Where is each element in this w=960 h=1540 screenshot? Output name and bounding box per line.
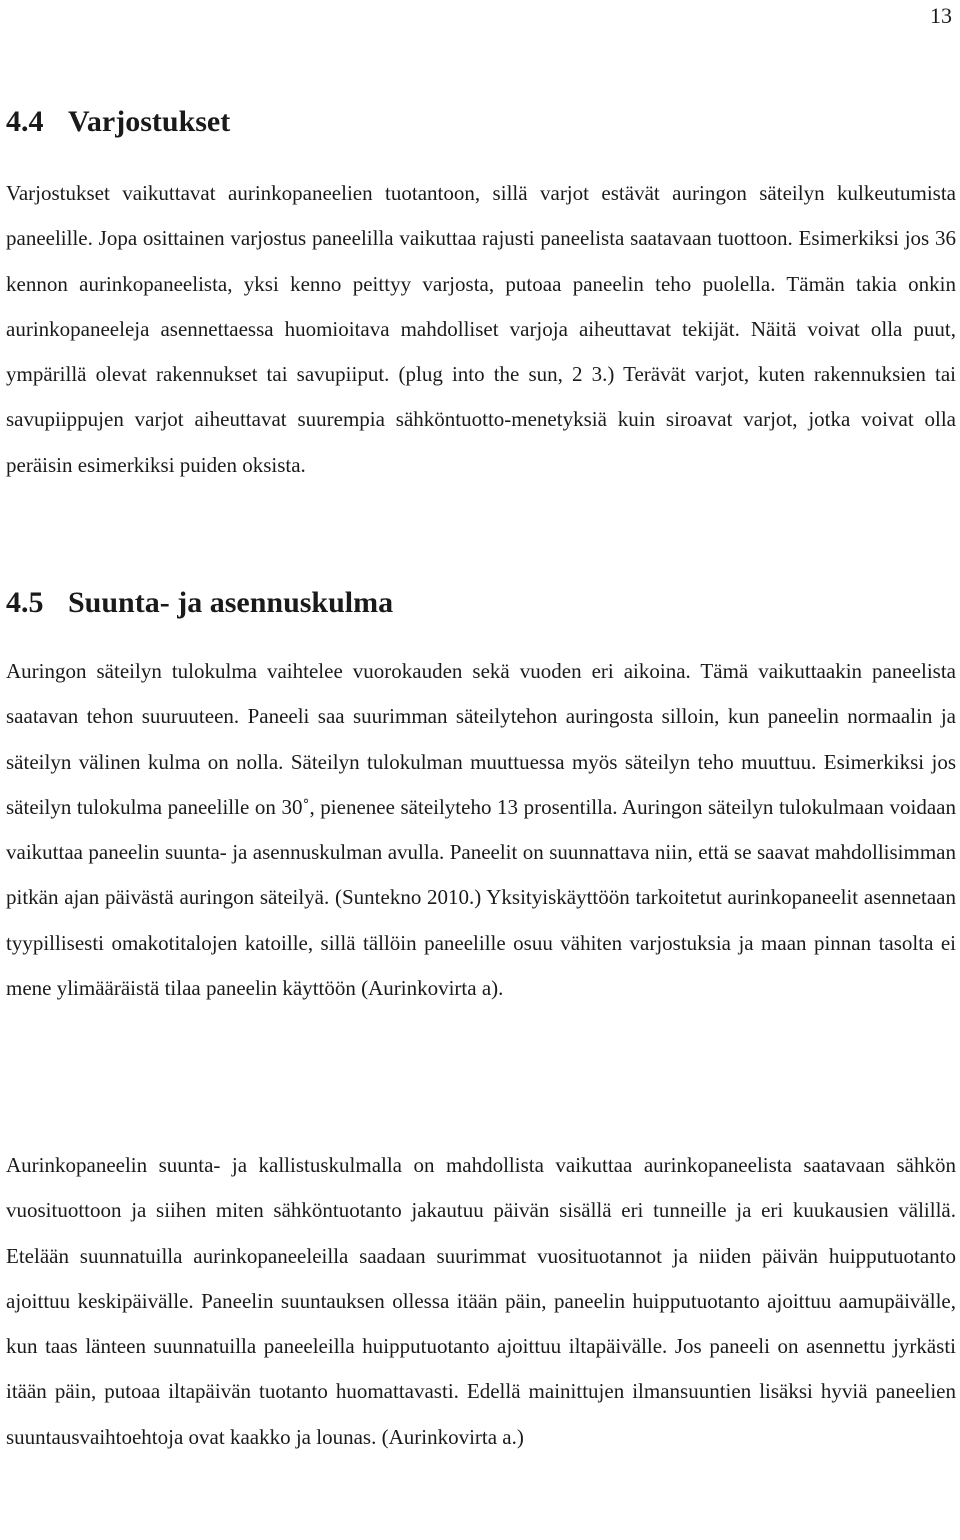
paragraph-angle: Auringon säteilyn tulokulma vaihtelee vuorokauden sekä vuoden eri aikoina. Tämä vaikuttaakin paneelista saatavan tehon suuruuteen. Paneeli saa suurimman säteilytehon auringosta silloin, kun paneelin normaalin ja säteilyn välinen kulma on nolla. Säteilyn tulokulman muuttuessa myös säteilyn teho muuttuu. Esimerkiksi jos säteilyn tulokulma paneelille on 30˚, pienenee säteilyteho 13 prosentilla. Auringon säteilyn tulokulmaan voidaan vaikuttaa paneelin suunta- ja asennuskulman avulla. Paneelit on suunnattava niin, että se saavat mahdollisimman pitkän ajan päivästä auringon säteilyä. (Suntekno 2010.) Yksityiskäyttöön tarkoitetut aurinkopaneelit asennetaan tyypillisesti omakotitalojen katoille, sillä tällöin paneelille osuu vähiten varjostuksia ja maan pinnan tasolta ei mene ylimääräistä tilaa paneelin käyttöön (Aurinkovirta a). (6, 659, 956, 1001)
section-heading-4-5 (6, 585, 393, 621)
section-number: 4.4 (6, 105, 44, 138)
section-title: Suunta- ja asennuskulma (68, 586, 394, 619)
section-number: 4.5 (6, 586, 44, 619)
paragraph-orientation: Aurinkopaneelin suunta- ja kallistuskulmalla on mahdollista vaikuttaa aurinkopaneelista saatavaan sähkön vuosituottoon ja siihen miten sähköntuotanto jakautuu päivän sisällä eri tunneille ja eri kuukausien välillä. Etelään suunnatuilla aurinkopaneeleilla saadaan suurimmat vuosituotannot ja niiden päivän huipputuotanto ajoittuu keskipäivälle. Paneelin suuntauksen ollessa itään päin, paneelin huipputuotanto ajoittuu aamupäivälle, kun taas länteen suunnatuilla paneeleilla huipputuotanto ajoittuu iltapäivälle. Jos paneeli on asennettu jyrkästi itään päin, putoaa iltapäivän tuotanto huomattavasti. Edellä mainittujen ilmansuuntien lisäksi hyviä paneelien suuntausvaihtoehtoja ovat kaakko ja lounas. (Aurinkovirta a.) (6, 1153, 956, 1449)
paragraph-shading: Varjostukset vaikuttavat aurinkopaneelien tuotantoon, sillä varjot estävät auringon säteilyn kulkeutumista paneelille. Jopa osittainen varjostus paneelilla vaikuttaa rajusti paneelista saatavaan tuottoon. Esimerkiksi jos 36 kennon aurinkopaneelista, yksi kenno peittyy varjosta, putoaa paneelin teho puolella. Tämän takia onkin aurinkopaneeleja asennettaessa huomioitava mahdolliset varjoja aiheuttavat tekijät. Näitä voivat olla puut, ympärillä olevat rakennukset tai savupiiput. (plug into the sun, 2 3.) Terävät varjot, kuten rakennuksien tai savupiippujen varjot aiheuttavat suurempia sähköntuotto-menetyksiä kuin siroavat varjot, jotka voivat olla peräisin esimerkiksi puiden oksista. (6, 181, 956, 477)
page-number: 13 (930, 3, 952, 28)
section-heading-4-4 (6, 104, 230, 140)
section-title: Varjostukset (68, 105, 231, 138)
